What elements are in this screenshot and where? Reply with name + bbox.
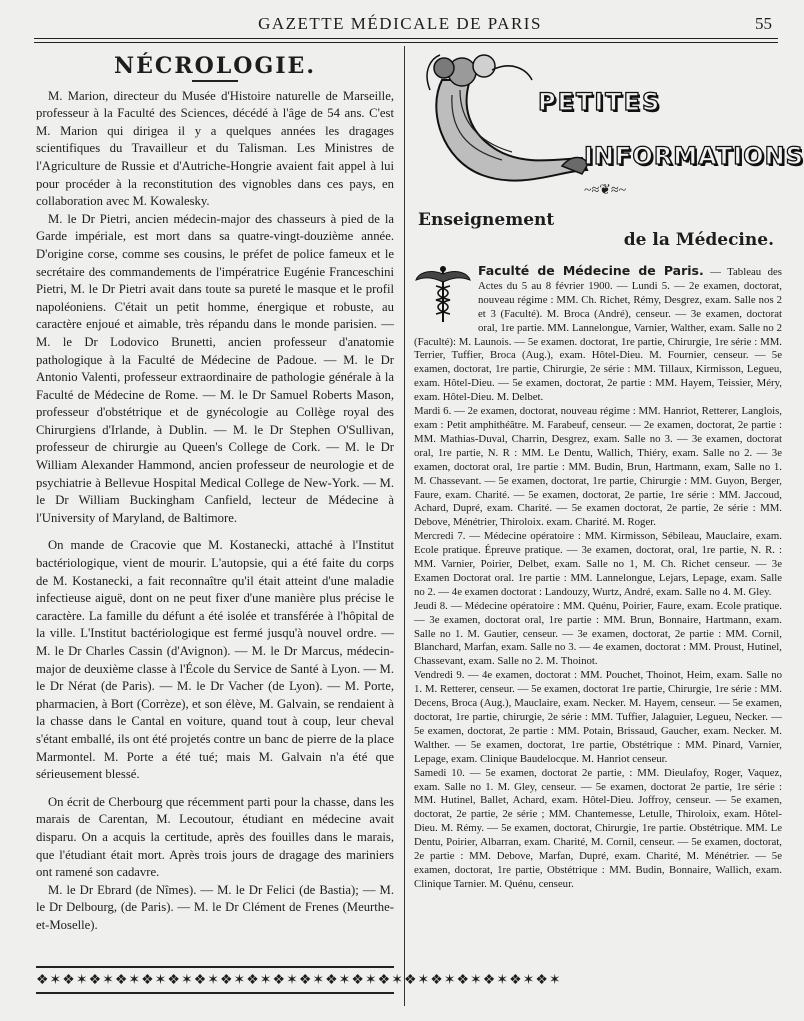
schedule-saturday: Samedi 10. — 5e examen, doctorat 2e partie, : MM. Dieulafoy, Roger, Vaquez, exam. Salle no 1. M. Gley, censeur. — 5e examen, doctorat 2e partie, 1re série : MM. Hutinel, Ballet, Achard, exam. Hôtel-Dieu. Joffroy, censeur. — 5e examen, doctorat, 2e partie, 2e série ; MM. Chantemesse, Letulle, Thiroloix, exam. Hôtel-Dieu. M. Rémy. — 5e examen, doctorat, Chirurgie, 1re partie. Obstétrique. MM. Le Dentu, Poirier, Albarran, exam. Charité, M. Cornil, censeur. — 5e examen, doctorat, 2e partie : MM. Debove, Marfan, Dupré, exam. Charité, M. Ménétrier. — 5e examen, doctorat, 1re partie, Obstétrique : MM. Budin, Bonnaire, Wallich, exam. Clinique Tarnier. M. Quénu, censeur. [414,766,782,890]
column-divider [404,46,405,1006]
schedule-monday: — Tableau des Actes du 5 au 8 février 1900. — Lundi 5. — 2e examen, doctorat, nouveau régime : MM. Ch. Richet, Rémy, Desgrez, exam. Salle nos 2 et 3 (Faculté). M. Broca (André), censeur. — 3e examen, doctorat oral, 1re partie. MM. Lannelongue, Varnier, Walther, exam. Salle no 2 (Faculté): M. Launois. — 5e examen. doctorat, 1re partie, Chirurgie, 1re série : MM. Terrier, Tuffier, Broca (Aug.), exam. Hôtel-Dieu. M. Fournier, censeur. — 5e examen, doctorat, 1re partie, Chirurgie, 2e série : MM. Tillaux, Kirmisson, Legueu, exam. Hôtel-Dieu. — 5e examen, doctorat, 2e partie : MM. Hayem, Teissier, Méry, exam. Hôtel-Dieu. M. Delbet. [414,266,782,404]
heading-enseignement: Enseignement [418,210,555,230]
banner-word-petites: PETITES [538,88,662,116]
necrology-paragraph: On écrit de Cherbourg que récemment parti pour la chasse, dans les marais de Carentan, M. Lecoutour, étudiant en médecine avait disparu. On a acquis la certitude, après des fouilles dans le marais, que l'étudiant était mort. Après trois jours de dragage des mariniers ont ramené son cadavre. [36,794,394,880]
faculty-heading: Faculté de Médecine de Paris. [478,263,704,278]
journal-title: GAZETTE MÉDICALE DE PARIS [258,14,542,33]
schedule-wednesday: Mercredi 7. — Médecine opératoire : MM. Kirmisson, Sébileau, Mauclaire, exam. Ecole pratique. Épreuve pratique. — 3e examen, doctorat, oral, 1re partie, N. R. : MM. Varnier, Poirier, Delbet, exam. Salle no 1, M. Ch. Richet censeur. — 3e Examen Doctorat oral. 1re partie : MM. Lannelongue, Lejars, Lepage, exam. Salle no 2. — 4e examen doctorat : Landouzy, Wurtz, André, exam. Salle no 4. M. Gley. [414,530,782,598]
banner-word-informations: INFORMATIONS [584,142,804,170]
page-number: 55 [755,14,772,33]
caduceus-icon [414,264,472,324]
petites-informations-banner [414,50,804,210]
necrology-paragraph: M. le Dr Pietri, ancien médecin-major des chasseurs à pied de la Garde impériale, est mort dans sa quatre-vingt-douzième année. D'origine corse, comme ses cousins, le préfet de police fameux et le secrétaire des commandements de l'impératrice Eugénie Franceschini Pietri, M. le Dr Pietri avait dans toute sa pureté le masque et le profil napoléoniens. C'était un petit homme, énergique et robuste, au caractère enjoué et aimable, très répandu dans le monde parisien. — M. le Dr Lodovico Brunetti, ancien professeur d'anatomie pathologique à la Faculté de Médecine de Padoue. — M. le Dr Antonio Valenti, professeur extraordinaire de pathologie générale à la Faculté de Médecine de Rome. — M. le Dr Samuel Roberts Mason, professeur d'obstétrique et de gynécologie au Collège royal des Chirurgiens d'Irlande, à Dublin. — M. le Dr Stephen O'Sullivan, professeur de chirurgie au Queen's College de Cork. — M. le Dr William Alexander Hammond, ancien professeur de neurologie et de psychiatrie à Bellevue Hospital Medical College de New-York. — M. le Dr William Buckingham Canfield, lecteur de Médecine à l'University of Maryland, de Baltimore. [36,211,394,525]
necrology-paragraph: M. Marion, directeur du Musée d'Histoire naturelle de Marseille, professeur à la Faculté des Sciences, décédé à l'âge de 54 ans. C'est M. Marion qui dirigea il y a quelques années les dragages scientifiques du Travailleur et du Talisman. Les Ministres de l'Agriculture de Russie et d'Autriche-Hongrie avaient fait appel à lui pour procéder à la reconstitution des vignobles dans ces pays, en collaboration avec M. Kowalesky. [36,88,394,209]
faculty-schedule [414,264,782,892]
heading-de-la-medecine: de la Médecine. [623,230,774,250]
schedule-friday: Vendredi 9. — 4e examen, doctorat : MM. Pouchet, Thoinot, Heim, exam. Salle no 1. M. Retterer, censeur. — 5e examen, doctorat 1re partie, Chirurgie, 1re série : MM. Decens, Broca (Aug.), Mauclaire, exam. Necker. M. Hayem, censeur. — 5e examen, doctorat, 1re partie, chirurgie, 2e série : MM. Tuffier, Jalaguier, Legueu, Necker. — 5e examen, doctorat, 2e partie : MM. Potain, Brissaud, Gaucher, exam. Necker. M. Walther. — 5e examen, doctorat, 1re partie, Obstétrique : MM. Pinard, Varnier, Lepage, exam. Clinique Baudelocque. M. Hanriot censeur. [414,669,782,765]
cornucopia-icon [422,50,592,200]
necrology-paragraph: On mande de Cracovie que M. Kostanecki, attaché à l'Institut bactériologique, vient de mourir. L'autopsie, qui a été faite du corps de M. Kostanecki, a fait reconnaître qu'il était atteint d'une maladie infectieuse aiguë, dont on ne peut fixer d'une manière plus précise le caractère. La famille du défunt a été isolée et transférée à l'hôpital de la ville. L'Institut bactériologique est fermé jusqu'à nouvel ordre. — M. le Dr Charles Cassin (d'Avignon). — M. le Dr Marcus, médecin-major de deuxième classe à l'École du Service de Santé à Lyon. — M. le Dr Nérat (de Paris). — M. le Dr Vacher (de Lyon). — M. Porte, pharmacien, à Bort (Corrèze), et son élève, M. Galvain, se rendaient à la chasse dans le Cantal en voiture, quand tout à coup, leur cheval s'étant emballé, ils ont été projetés contre un banc de pierre de la place Marmontel. M. Porte a été tué; mais M. Galvain n'a été que sérieusement blessé. [36,538,394,782]
necrology-paragraph: M. le Dr Ebrard (de Nîmes). — M. le Dr Felici (de Bastia); — M. le Dr Delbourg, (de Paris). — M. le Dr Clément de Frenes (Meurthe-et-Moselle). [36,882,394,932]
informations-column [414,50,804,892]
header-rule [34,38,778,39]
schedule-tuesday: Mardi 6. — 2e examen, doctorat, nouveau régime : MM. Hanriot, Retterer, Langlois, exam : Petit amphithéâtre. M. Farabeuf, censeur. — 2e examen, doctorat, 2e partie : MM. Mathias-Duval, Charrin, Desgrez, exam. Salle no 3. — 3e examen, doctorat oral, 1re partie, N. R : MM. Le Dentu, Wallich, Thiéry, exam. Salle no 2. — 3e examen, doctorat oral, 1re partie : MM. Budin, Brun, Hartmann, exam, Salle no 1. M. Chassevant. — 5e examen, doctorat, 1re partie, Chirurgie : MM. Guyon, Berger, Faure, exam. Charité. — 5e examen, doctorat, 2e partie, 1re série : MM. Jaccoud, Achard, Dupré, exam. Charité. — 5e examen doctorat, 2e partie, 2e série : MM. Debove, Ménétrier, Thiroloix. exam. Charité. M. Roger. [414,405,782,529]
title-separator [192,80,238,82]
header-rule-thin [34,42,778,43]
necrology-column [36,50,394,935]
section-title: NÉCROLOGIE. [114,53,316,79]
flourish-ornament: ~≈❦≈~ [584,183,627,198]
schedule-thursday: Jeudi 8. — Médecine opératoire : MM. Quénu, Poirier, Faure, exam. Ecole pratique. — 3e examen, doctorat oral, 1re partie : MM. Brun, Bonnaire, Hartmann, exam. Salle no 1. M. Gautier, censeur. — 3e examen, doctorat, 2e partie : MM. Cornil, Blanchard, Marfan, exam. Salle no 3. — 4e examen, doctorat : MM. Proust, Hutinel, Chassevant, exam. Salle no 2. M. Thoinot. [414,599,782,668]
ornamental-border: ❖✶❖✶❖✶❖✶❖✶❖✶❖✶❖✶❖✶❖✶❖✶❖✶❖✶❖✶❖✶❖✶❖✶❖✶❖✶❖✶ [36,966,394,994]
